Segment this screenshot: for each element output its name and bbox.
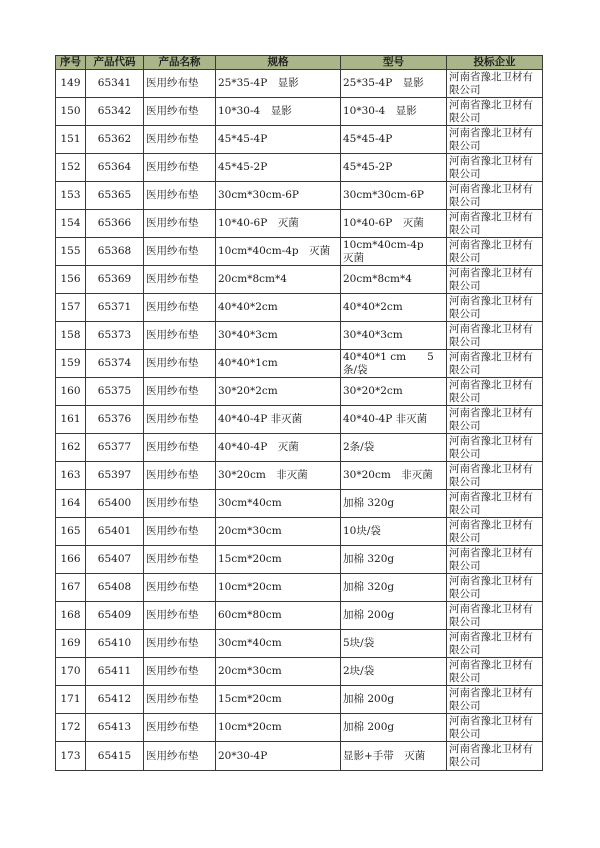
row-code: 65377 (86, 434, 144, 462)
row-code: 65373 (86, 322, 144, 350)
row-model: 加棉 320g (341, 574, 447, 602)
table-row (56, 126, 543, 154)
row-name: 医用纱布垫 (144, 490, 216, 518)
row-company: 河南省豫北卫材有限公司 (447, 70, 543, 98)
row-company: 河南省豫北卫材有限公司 (447, 742, 543, 771)
row-name: 医用纱布垫 (144, 294, 216, 322)
row-name: 医用纱布垫 (144, 210, 216, 238)
row-company: 河南省豫北卫材有限公司 (447, 98, 543, 126)
row-spec: 10cm*40cm-4p 灭菌 (216, 238, 341, 266)
table-row (56, 434, 543, 462)
row-company: 河南省豫北卫材有限公司 (447, 266, 543, 294)
row-code: 65410 (86, 630, 144, 658)
row-seq: 155 (56, 238, 86, 266)
row-model: 加棉 200g (341, 686, 447, 714)
row-name: 医用纱布垫 (144, 70, 216, 98)
row-code: 65375 (86, 378, 144, 406)
row-spec: 45*45-2P (216, 154, 341, 182)
row-model: 45*45-2P (341, 154, 447, 182)
row-seq: 173 (56, 742, 86, 771)
row-spec: 15cm*20cm (216, 546, 341, 574)
row-code: 65412 (86, 686, 144, 714)
row-name: 医用纱布垫 (144, 350, 216, 378)
row-seq: 150 (56, 98, 86, 126)
row-company: 河南省豫北卫材有限公司 (447, 238, 543, 266)
row-name: 医用纱布垫 (144, 546, 216, 574)
row-model: 5块/袋 (341, 630, 447, 658)
row-model: 40*40*1 cm 5条/袋 (341, 350, 447, 378)
row-code: 65374 (86, 350, 144, 378)
row-model: 加棉 200g (341, 602, 447, 630)
row-name: 医用纱布垫 (144, 462, 216, 490)
table-row (56, 182, 543, 210)
row-spec: 20cm*30cm (216, 658, 341, 686)
row-company: 河南省豫北卫材有限公司 (447, 490, 543, 518)
row-code: 65362 (86, 126, 144, 154)
row-spec: 40*40-4P 非灭菌 (216, 406, 341, 434)
row-name: 医用纱布垫 (144, 602, 216, 630)
row-seq: 169 (56, 630, 86, 658)
table-row (56, 266, 543, 294)
row-company: 河南省豫北卫材有限公司 (447, 434, 543, 462)
row-seq: 161 (56, 406, 86, 434)
row-name: 医用纱布垫 (144, 574, 216, 602)
row-seq: 167 (56, 574, 86, 602)
row-seq: 156 (56, 266, 86, 294)
row-seq: 153 (56, 182, 86, 210)
row-model: 45*45-4P (341, 126, 447, 154)
row-model: 2块/袋 (341, 658, 447, 686)
row-spec: 10*30-4 显影 (216, 98, 341, 126)
row-company: 河南省豫北卫材有限公司 (447, 378, 543, 406)
table-row (56, 98, 543, 126)
table-row (56, 630, 543, 658)
table-row (56, 322, 543, 350)
row-seq: 170 (56, 658, 86, 686)
row-model: 10cm*40cm-4p 灭菌 (341, 238, 447, 266)
table-row (56, 462, 543, 490)
row-company: 河南省豫北卫材有限公司 (447, 350, 543, 378)
row-name: 医用纱布垫 (144, 238, 216, 266)
row-code: 65342 (86, 98, 144, 126)
header-spec: 规格 (216, 56, 341, 70)
table-row (56, 490, 543, 518)
row-code: 65411 (86, 658, 144, 686)
row-code: 65371 (86, 294, 144, 322)
row-code: 65366 (86, 210, 144, 238)
row-name: 医用纱布垫 (144, 182, 216, 210)
row-seq: 158 (56, 322, 86, 350)
table-row (56, 658, 543, 686)
row-name: 医用纱布垫 (144, 154, 216, 182)
row-model: 加棉 200g (341, 714, 447, 742)
row-company: 河南省豫北卫材有限公司 (447, 210, 543, 238)
row-company: 河南省豫北卫材有限公司 (447, 322, 543, 350)
header-code: 产品代码 (86, 56, 144, 70)
row-code: 65376 (86, 406, 144, 434)
header-name: 产品名称 (144, 56, 216, 70)
header-seq: 序号 (56, 56, 86, 70)
table-row (56, 350, 543, 378)
table-row (56, 546, 543, 574)
row-spec: 30cm*30cm-6P (216, 182, 341, 210)
row-company: 河南省豫北卫材有限公司 (447, 686, 543, 714)
table-row (56, 742, 543, 771)
row-model: 显影+手带 灭菌 (341, 742, 447, 771)
row-name: 医用纱布垫 (144, 126, 216, 154)
row-spec: 10*40-6P 灭菌 (216, 210, 341, 238)
row-name: 医用纱布垫 (144, 98, 216, 126)
row-seq: 159 (56, 350, 86, 378)
row-seq: 151 (56, 126, 86, 154)
row-seq: 160 (56, 378, 86, 406)
row-model: 10*30-4 显影 (341, 98, 447, 126)
row-code: 65369 (86, 266, 144, 294)
row-name: 医用纱布垫 (144, 518, 216, 546)
row-model: 30*20*2cm (341, 378, 447, 406)
row-seq: 166 (56, 546, 86, 574)
row-seq: 164 (56, 490, 86, 518)
row-seq: 154 (56, 210, 86, 238)
table-header-row (56, 56, 543, 70)
table-row (56, 294, 543, 322)
row-name: 医用纱布垫 (144, 434, 216, 462)
row-model: 加棉 320g (341, 546, 447, 574)
row-code: 65415 (86, 742, 144, 771)
row-spec: 30*20*2cm (216, 378, 341, 406)
row-code: 65407 (86, 546, 144, 574)
row-model: 25*35-4P 显影 (341, 70, 447, 98)
row-name: 医用纱布垫 (144, 714, 216, 742)
row-name: 医用纱布垫 (144, 378, 216, 406)
row-company: 河南省豫北卫材有限公司 (447, 630, 543, 658)
table-row (56, 378, 543, 406)
row-seq: 171 (56, 686, 86, 714)
table-row (56, 406, 543, 434)
table-row (56, 686, 543, 714)
row-company: 河南省豫北卫材有限公司 (447, 658, 543, 686)
header-company: 投标企业 (447, 56, 543, 70)
row-model: 30*40*3cm (341, 322, 447, 350)
row-spec: 30*20cm 非灭菌 (216, 462, 341, 490)
row-name: 医用纱布垫 (144, 658, 216, 686)
row-seq: 165 (56, 518, 86, 546)
row-company: 河南省豫北卫材有限公司 (447, 406, 543, 434)
header-model: 型号 (341, 56, 447, 70)
row-spec: 60cm*80cm (216, 602, 341, 630)
row-model: 30*20cm 非灭菌 (341, 462, 447, 490)
row-company: 河南省豫北卫材有限公司 (447, 602, 543, 630)
row-seq: 157 (56, 294, 86, 322)
table-row (56, 154, 543, 182)
row-company: 河南省豫北卫材有限公司 (447, 518, 543, 546)
row-spec: 30cm*40cm (216, 630, 341, 658)
row-spec: 30cm*40cm (216, 490, 341, 518)
row-company: 河南省豫北卫材有限公司 (447, 294, 543, 322)
row-spec: 15cm*20cm (216, 686, 341, 714)
table-row (56, 70, 543, 98)
row-code: 65341 (86, 70, 144, 98)
row-spec: 40*40*1cm (216, 350, 341, 378)
row-company: 河南省豫北卫材有限公司 (447, 546, 543, 574)
row-spec: 40*40*2cm (216, 294, 341, 322)
row-company: 河南省豫北卫材有限公司 (447, 462, 543, 490)
table-row (56, 518, 543, 546)
row-name: 医用纱布垫 (144, 266, 216, 294)
row-name: 医用纱布垫 (144, 322, 216, 350)
row-spec: 25*35-4P 显影 (216, 70, 341, 98)
table-row (56, 602, 543, 630)
row-code: 65409 (86, 602, 144, 630)
row-code: 65413 (86, 714, 144, 742)
row-model: 20cm*8cm*4 (341, 266, 447, 294)
row-seq: 149 (56, 70, 86, 98)
row-spec: 10cm*20cm (216, 714, 341, 742)
table-row (56, 574, 543, 602)
row-model: 10块/袋 (341, 518, 447, 546)
row-name: 医用纱布垫 (144, 630, 216, 658)
row-spec: 45*45-4P (216, 126, 341, 154)
row-spec: 30*40*3cm (216, 322, 341, 350)
row-company: 河南省豫北卫材有限公司 (447, 714, 543, 742)
row-seq: 162 (56, 434, 86, 462)
row-spec: 20*30-4P (216, 742, 341, 771)
product-table (55, 55, 543, 771)
row-code: 65364 (86, 154, 144, 182)
row-model: 40*40*2cm (341, 294, 447, 322)
table-row (56, 714, 543, 742)
row-code: 65400 (86, 490, 144, 518)
row-company: 河南省豫北卫材有限公司 (447, 126, 543, 154)
row-name: 医用纱布垫 (144, 742, 216, 771)
row-code: 65368 (86, 238, 144, 266)
row-name: 医用纱布垫 (144, 686, 216, 714)
row-model: 2条/袋 (341, 434, 447, 462)
row-model: 加棉 320g (341, 490, 447, 518)
table-row (56, 210, 543, 238)
row-spec: 10cm*20cm (216, 574, 341, 602)
row-spec: 40*40-4P 灭菌 (216, 434, 341, 462)
row-spec: 20cm*8cm*4 (216, 266, 341, 294)
row-seq: 163 (56, 462, 86, 490)
row-company: 河南省豫北卫材有限公司 (447, 154, 543, 182)
row-seq: 152 (56, 154, 86, 182)
row-code: 65408 (86, 574, 144, 602)
row-code: 65397 (86, 462, 144, 490)
row-seq: 168 (56, 602, 86, 630)
row-model: 30cm*30cm-6P (341, 182, 447, 210)
row-name: 医用纱布垫 (144, 406, 216, 434)
table-row (56, 238, 543, 266)
row-spec: 20cm*30cm (216, 518, 341, 546)
row-seq: 172 (56, 714, 86, 742)
row-model: 10*40-6P 灭菌 (341, 210, 447, 238)
row-code: 65365 (86, 182, 144, 210)
row-model: 40*40-4P 非灭菌 (341, 406, 447, 434)
row-code: 65401 (86, 518, 144, 546)
table-body (56, 70, 543, 771)
row-company: 河南省豫北卫材有限公司 (447, 574, 543, 602)
row-company: 河南省豫北卫材有限公司 (447, 182, 543, 210)
